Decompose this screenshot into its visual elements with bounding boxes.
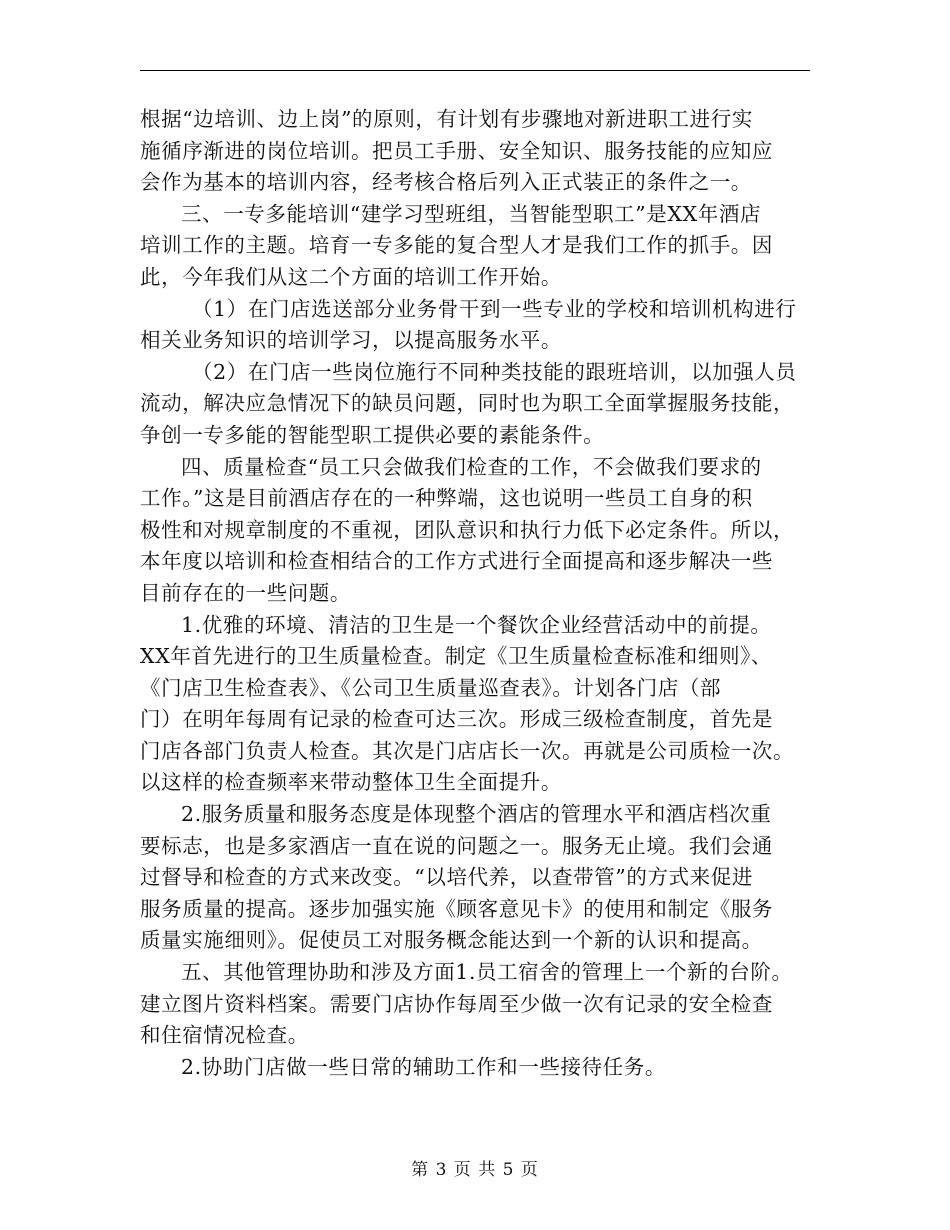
text-line: 相关业务知识的培训学习，以提高服务水平。	[140, 328, 562, 353]
text-line: 要标志，也是多家酒店一直在说的问题之一。服务无止境。我们会通	[140, 833, 773, 858]
text-line: （2）在门店一些岗位施行不同种类技能的跟班培训，以加强人员	[192, 359, 797, 384]
page-footer: 第 3 页 共 5 页	[411, 1160, 539, 1180]
body-text	[140, 104, 810, 1083]
text-line: 施循序渐进的岗位培训。把员工手册、安全知识、服务技能的应知应	[140, 138, 773, 163]
text-line: 2.服务质量和服务态度是体现整个酒店的管理水平和酒店档次重	[181, 802, 772, 827]
text-line: 过督导和检查的方式来改变。“以培代养，以查带管”的方式来促进	[140, 865, 753, 890]
text-line: 流动，解决应急情况下的缺员问题，同时也为职工全面掌握服务技能，	[140, 391, 795, 416]
text-line: 此，今年我们从这二个方面的培训工作开始。	[140, 264, 562, 289]
text-line: XX年首先进行的卫生质量检查。制定《卫生质量检查标准和细则》、	[140, 644, 773, 669]
text-line: 2.协助门店做一些日常的辅助工作和一些接待任务。	[181, 1054, 666, 1079]
text-line: 目前存在的一些问题。	[140, 580, 351, 605]
text-line: 《门店卫生检查表》、《公司卫生质量巡查表》。计划各门店（部	[140, 675, 722, 700]
text-line: 工作。”这是目前酒店存在的一种弊端，这也说明一些员工自身的积	[140, 486, 753, 511]
text-line: 门店各部门负责人检查。其次是门店店长一次。再就是公司质检一次。	[140, 738, 795, 763]
text-line: 门）在明年每周有记录的检查可达三次。形成三级检查制度，首先是	[140, 707, 773, 732]
text-line: 三、一专多能培训“建学习型班组，当智能型职工”是XX年酒店	[181, 201, 762, 226]
text-line: 争创一专多能的智能型职工提供必要的素能条件。	[140, 422, 605, 447]
text-line: 根据“边培训、边上岗”的原则，有计划有步骤地对新进职工进行实	[140, 107, 753, 131]
text-line: 建立图片资料档案。需要门店协作每周至少做一次有记录的安全检查	[140, 991, 773, 1016]
text-line: 服务质量的提高。逐步加强实施《顾客意见卡》的使用和制定《服务	[140, 896, 773, 921]
text-line: 以这样的检查频率来带动整体卫生全面提升。	[140, 770, 562, 795]
text-line: （1）在门店选送部分业务骨干到一些专业的学校和培训机构进行	[192, 296, 797, 321]
text-line: 培训工作的主题。培育一专多能的复合型人才是我们工作的抓手。因	[140, 233, 773, 258]
text-line: 会作为基本的培训内容，经考核合格后列入正式装正的条件之一。	[140, 170, 752, 195]
text-line: 极性和对规章制度的不重视，团队意识和执行力低下必定条件。所以，	[140, 517, 795, 542]
text-line: 五、其他管理协助和涉及方面1.员工宿舍的管理上一个新的台阶。	[181, 960, 793, 985]
text-line: 本年度以培训和检查相结合的工作方式进行全面提高和逐步解决一些	[140, 549, 773, 574]
text-line: 和住宿情况检查。	[140, 1023, 309, 1048]
text-line: 四、质量检查“员工只会做我们检查的工作，不会做我们要求的	[181, 454, 762, 479]
header-rule	[140, 70, 810, 71]
text-line: 1.优雅的环境、清洁的卫生是一个餐饮企业经营活动中的前提。	[181, 612, 772, 637]
text-line: 质量实施细则》。促使员工对服务概念能达到一个新的认识和提高。	[140, 928, 763, 953]
